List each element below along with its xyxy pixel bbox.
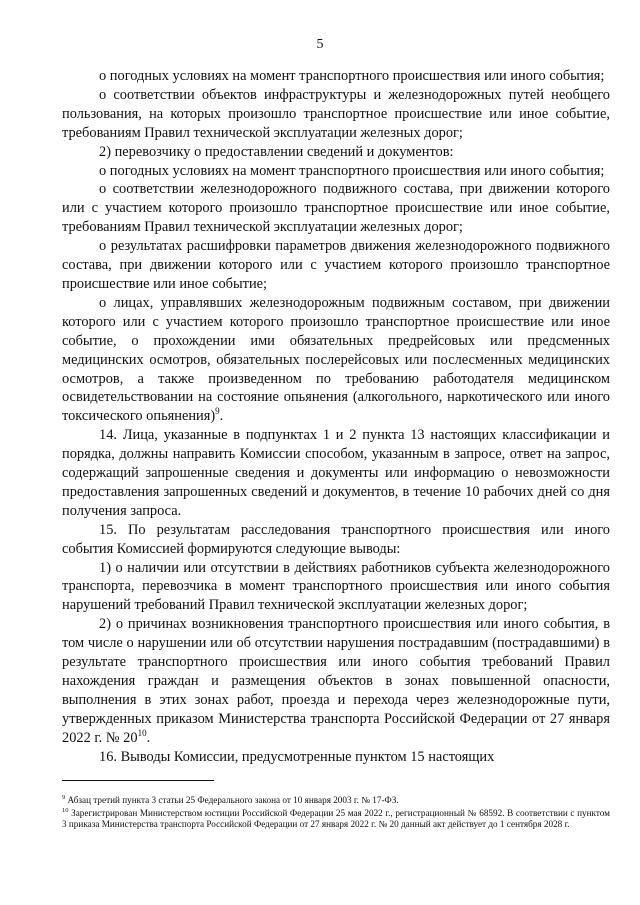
page-number: 5	[316, 37, 324, 52]
paragraph	[62, 237, 610, 294]
footnote-number: 10	[62, 806, 69, 814]
paragraph	[62, 86, 610, 143]
paragraph	[62, 748, 610, 767]
footnote	[62, 808, 610, 831]
paragraph-text: 14. Лица, указанные в подпунктах 1 и 2 пункта 13 настоящих классификации и порядка, должны направить Комиссии способом, указанным в запросе, ответ на запрос, содержащий запрошенные сведения и документы или информацию о невозможности предоставления запрошенных сведений и документов, в течение 10 рабочих дней со дня получения запроса.	[62, 427, 610, 519]
paragraph	[62, 180, 610, 237]
paragraph-text: о результатах расшифровки параметров движения железнодорожного подвижного состава, при движении которого или с участием которого произошло транспортное происшествие или иное событие;	[62, 238, 610, 292]
footnote-text: Зарегистрирован Министерством юстиции Российской Федерации 25 мая 2022 г., регистрационный № 68592. В соответствии с пунктом 3 приказа Министерства транспорта Российской Федерации от 27 января 2022 г. № 20 данный акт действует до 1 сентября 2028 г.	[62, 807, 610, 830]
paragraph	[62, 559, 610, 616]
paragraph-text: 2) перевозчику о предоставлении сведений и документов:	[99, 143, 454, 160]
paragraph-tail: .	[146, 729, 151, 746]
paragraph-text: 16. Выводы Комиссии, предусмотренные пунктом 15 настоящих	[99, 748, 495, 765]
footnote-number: 9	[62, 793, 66, 801]
paragraph-text: о погодных условиях на момент транспортного происшествия или иного события;	[99, 68, 605, 84]
paragraph	[62, 143, 610, 162]
paragraph-text: 1) о наличии или отсутствии в действиях работников субъекта железнодорожного транспорта, перевозчика в момент транспортного происшествия или иного события нарушений требований Правил технической эксплуатации железных дорог;	[62, 559, 610, 614]
paragraph-tail: .	[219, 408, 224, 425]
body-text	[62, 67, 610, 767]
paragraph	[62, 521, 610, 559]
paragraph-text: о соответствии железнодорожного подвижного состава, при движении которого или с участием которого произошло транспортное происшествие или иное событие, требованиям Правил технической эксплуатации железных дорог;	[62, 181, 610, 236]
paragraph	[62, 162, 610, 181]
footnote-ref[interactable]: 9	[215, 406, 220, 417]
paragraph-text: 15. По результатам расследования транспортного происшествия или иного события Комиссией формируются следующие выводы:	[62, 521, 610, 557]
paragraph-text: 2) о причинах возникновения транспортного происшествия или иного события, в том числе о нарушении или об отсутствии нарушения пострадавшим (пострадавшими) в результате транспортного происшествия или иного события требований Правил нахождения граждан и размещения объектов в зонах повышенной опасности, выполнения в этих зонах работ, проезда и перехода через железнодорожные пути, утвержденных приказом Министерства транспорта Российской Федерации от 27 января 2022 г. № 20	[62, 616, 610, 746]
paragraph	[62, 426, 610, 521]
footnote-separator	[62, 780, 214, 781]
footnote-ref[interactable]: 10	[137, 727, 147, 738]
footnotes	[62, 795, 610, 832]
paragraph-text: о погодных условиях на момент транспортного происшествия или иного события;	[99, 162, 605, 179]
footnote	[62, 795, 610, 807]
paragraph	[62, 294, 610, 426]
paragraph	[62, 67, 610, 86]
paragraph-text: о лицах, управлявших железнодорожным подвижным составом, при движении которого или с участием которого произошло транспортное происшествие или иное событие, о прохождении ими обязательных предрейсовых или предсменных медицинских осмотров, обязательных послерейсовых или послесменных медицинских осмотров, а также произведенном по требованию работодателя медицинском освидетельствовании на состояние опьянения (алкогольного, наркотического или иного токсического опьянения)	[62, 294, 610, 425]
paragraph	[62, 615, 610, 747]
paragraph-text: о соответствии объектов инфраструктуры и железнодорожных путей необщего пользования, на которых произошло транспортное происшествие или иное событие, требованиям Правил технической эксплуатации железных дорог;	[62, 86, 610, 141]
footnote-text: Абзац третий пункта 3 статьи 25 Федерального закона от 10 января 2003 г. № 17-ФЗ.	[65, 795, 399, 805]
